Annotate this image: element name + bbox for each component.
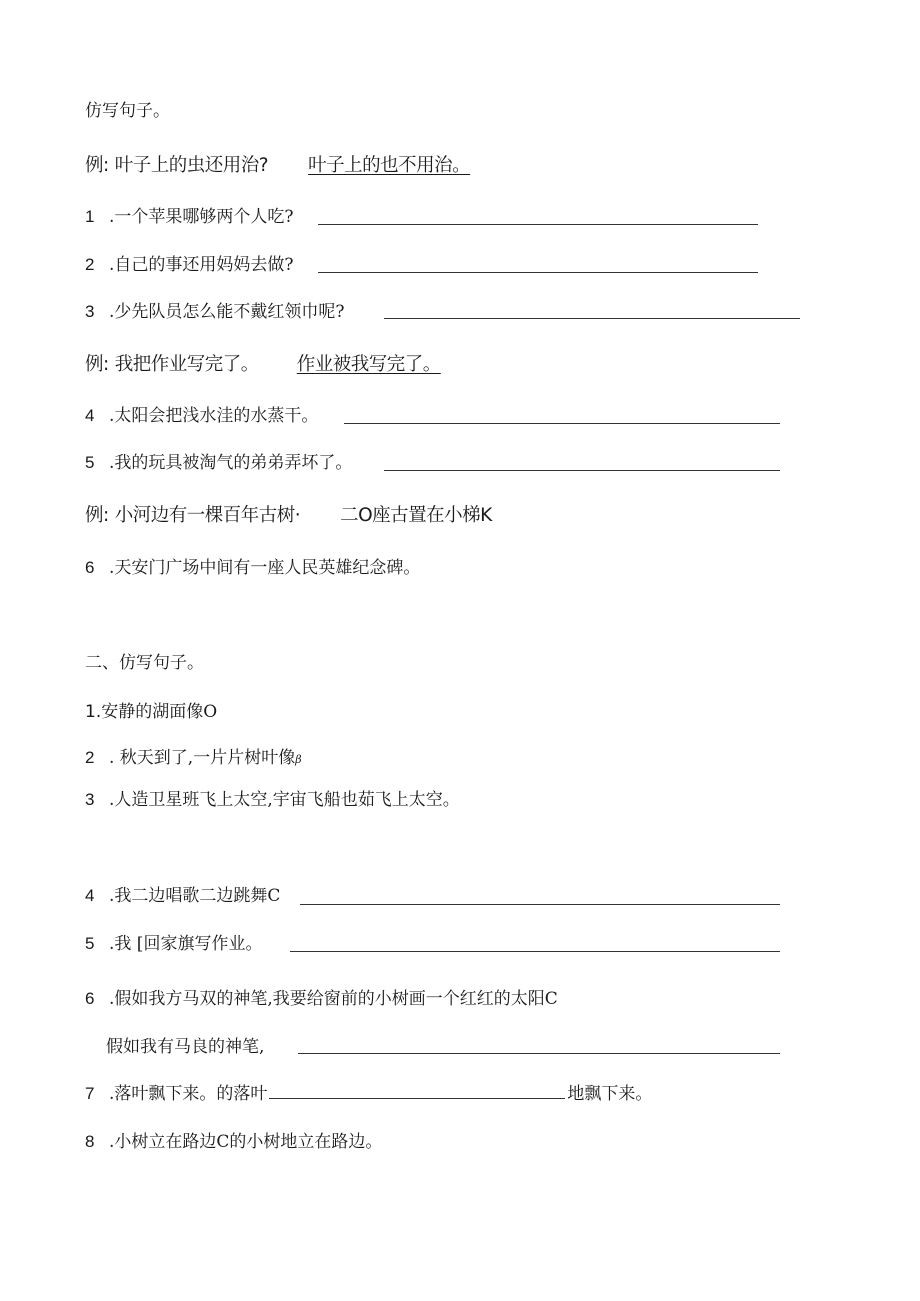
s2-item-4: 4 .我二边唱歌二边跳舞C — [85, 886, 281, 906]
s2-item-2: 2 . 秋天到了,一片片树叶像 β — [85, 748, 302, 768]
item-2: 2 .自己的事还用妈妈去做? — [85, 255, 294, 275]
example-sentence: 小河边有一棵百年古树· — [114, 505, 301, 526]
answer-blank-5[interactable] — [384, 470, 780, 471]
answer-blank-1[interactable] — [318, 224, 758, 225]
example-2: 例: 我把作业写完了。 作业被我写完了。 — [85, 354, 441, 375]
answer-blank-4[interactable] — [344, 423, 780, 424]
s2-item-7: 7 .落叶飘下来。的落叶 地飘下来。 — [85, 1084, 653, 1104]
s2-item-6: 6 .假如我方马双的神笔,我要给窗前的小树画一个红红的太阳C — [85, 989, 558, 1009]
answer-blank-3[interactable] — [384, 318, 800, 319]
answer-blank-2[interactable] — [318, 272, 758, 273]
answer-blank-s2-6[interactable] — [298, 1053, 780, 1054]
example-3: 例: 小河边有一棵百年古树· 二O座古置在小梯K — [85, 505, 492, 526]
answer-blank-s2-7[interactable] — [269, 1084, 565, 1099]
item-5: 5 .我的玩具被淘气的弟弟弄坏了。 — [85, 453, 353, 473]
s2-item-8: 8 .小树立在路边C的小树地立在路边。 — [85, 1132, 383, 1152]
example-sentence: 我把作业写完了。 — [114, 354, 259, 375]
s2-item-6-followup: 假如我有马良的神笔, — [106, 1037, 265, 1057]
item-3: 3 .少先队员怎么能不戴红领巾呢? — [85, 302, 345, 322]
item-6: 6 .天安门广场中间有一座人民英雄纪念碑。 — [85, 558, 421, 578]
answer-blank-s2-4[interactable] — [300, 904, 780, 905]
example-answer: 二O座古置在小梯K — [340, 505, 492, 526]
answer-blank-s2-5[interactable] — [290, 951, 780, 952]
section-2-title: 二、仿写句子。 — [85, 653, 204, 673]
item-1: 1 .一个苹果哪够两个人吃? — [85, 207, 294, 227]
s2-item-1: 1. 安静的湖面像O — [85, 702, 218, 722]
example-1: 例: 叶子上的虫还用治? 叶子上的也不用治。 — [85, 155, 471, 176]
example-answer: 作业被我写完了。 — [296, 354, 441, 375]
s2-item-3: 3 .人造卫星班飞上太空,宇宙飞船也茹飞上太空。 — [85, 790, 460, 810]
s2-item-5: 5 .我 [回家旗写作业。 — [85, 934, 263, 954]
example-answer: 叶子上的也不用治。 — [308, 155, 471, 176]
example-question: 叶子上的虫还用治? — [114, 155, 269, 176]
section-title: 仿写句子。 — [85, 101, 170, 121]
item-4: 4 .太阳会把浅水洼的水蒸干。 — [85, 406, 319, 426]
